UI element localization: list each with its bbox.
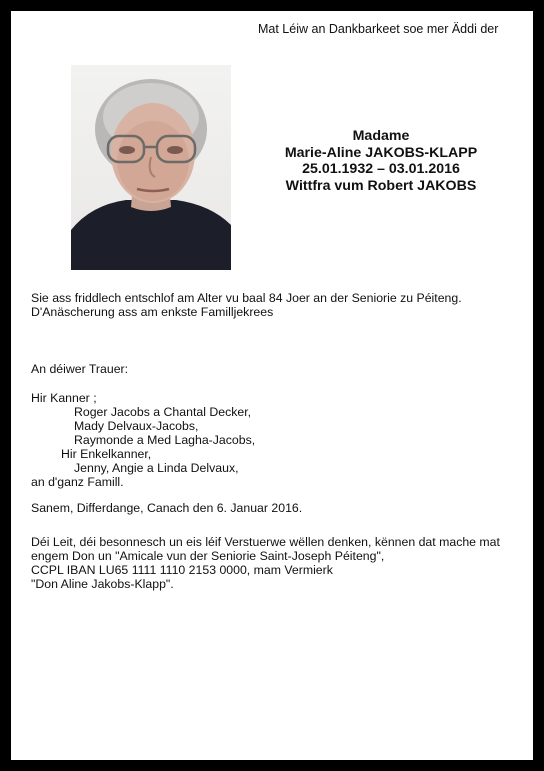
deceased-title: Madame	[352, 128, 410, 144]
child-entry: Mady Delvaux-Jacobs,	[74, 419, 199, 433]
obituary-page	[11, 11, 533, 760]
death-notice-line-1: Sie ass friddlech entschlof am Alter vu baal 84 Joer an der Seniorie zu Péiteng.	[31, 291, 462, 305]
deceased-widow-of: Wittfra vum Robert JAKOBS	[285, 177, 477, 194]
grandchild-entry: Jenny, Angie a Linda Delvaux,	[74, 461, 239, 475]
grandchildren-label: Hir Enkelkanner,	[61, 447, 152, 461]
donation-line: Déi Leit, déi besonnesch un eis léif Verstuerwe wëllen denken, kënnen dat mache mat	[31, 535, 500, 549]
children-label: Hir Kanner ;	[31, 391, 97, 405]
donation-line: engem Don un "Amicale vun der Seniorie Saint-Joseph Péiteng",	[31, 549, 385, 563]
death-notice-line-2: D'Anäscherung ass am enkste Familljekrees	[31, 305, 274, 319]
donation-line: "Don Aline Jakobs-Klapp".	[31, 577, 174, 591]
header-dedication: Mat Léiw an Dankbarkeet soe mer Äddi der	[258, 22, 499, 36]
deceased-name-block	[273, 128, 489, 194]
portrait-photo	[71, 65, 231, 270]
child-entry: Roger Jacobs a Chantal Decker,	[74, 405, 252, 419]
donation-line: CCPL IBAN LU65 1111 1110 2153 0000, mam Vermierk	[31, 563, 333, 577]
family-line: an d'ganz Famill.	[31, 475, 124, 489]
portrait-illustration	[71, 65, 231, 270]
deceased-dates: 25.01.1932 – 03.01.2016	[302, 161, 460, 177]
deceased-name: Marie-Aline JAKOBS-KLAPP	[284, 144, 478, 161]
child-entry: Raymonde a Med Lagha-Jacobs,	[74, 433, 256, 447]
place-date: Sanem, Differdange, Canach den 6. Januar 2016.	[31, 501, 303, 515]
mourners-intro: An déiwer Trauer:	[31, 362, 129, 376]
